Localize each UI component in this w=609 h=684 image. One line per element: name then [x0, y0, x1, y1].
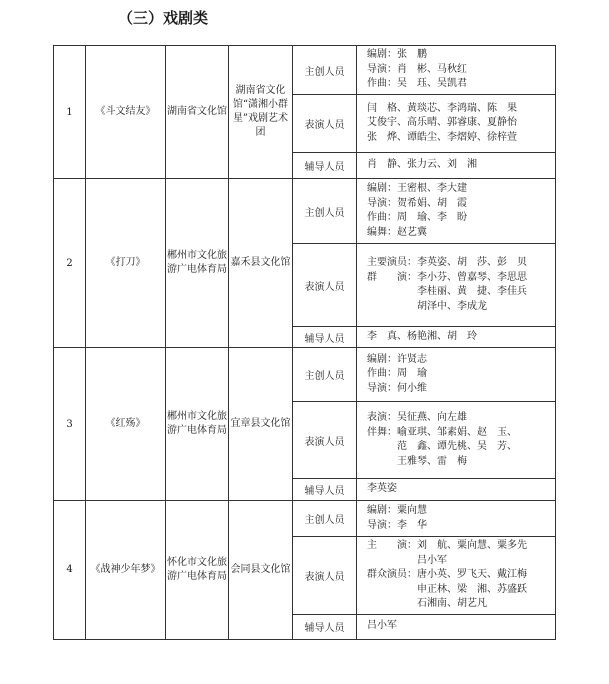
table-row	[54, 46, 556, 95]
personnel-line: 李英姿	[367, 483, 397, 495]
personnel-line: 编剧：王密根、李大建	[367, 183, 467, 194]
personnel-line: 作曲：吴 珏、吴凯君	[367, 78, 467, 90]
personnel-cell	[357, 402, 556, 479]
role-label-cell: 主创人员	[293, 46, 357, 95]
role-label-cell: 表演人员	[293, 402, 357, 479]
personnel-line: 导演：贺希娟、胡 霞	[367, 197, 467, 209]
personnel-line: 表演：吴征燕、向左雄	[367, 412, 467, 423]
personnel-cell	[357, 537, 556, 615]
personnel-line: 肖 静、张力云、刘 湘	[367, 159, 477, 171]
table-row	[54, 348, 556, 402]
performing-unit-cell: 宜章县文化馆	[229, 348, 293, 501]
personnel-cell	[357, 348, 556, 402]
personnel-cell	[357, 179, 556, 244]
personnel-cell	[357, 479, 556, 501]
role-label-cell: 主创人员	[293, 501, 357, 537]
recommending-unit-cell: 郴州市文化旅游广电体育局	[166, 179, 229, 348]
performing-unit-cell: 湖南省文化馆“潇湘小群星”戏剧艺术团	[229, 46, 293, 179]
role-label-cell: 表演人员	[293, 95, 357, 153]
personnel-cell	[357, 153, 556, 179]
program-name-cell: 《战神少年梦》	[86, 501, 166, 640]
personnel-cell	[357, 95, 556, 153]
personnel-line: 导演：何小维	[367, 382, 427, 394]
role-label-cell: 主创人员	[293, 348, 357, 402]
index-cell: 4	[54, 501, 86, 640]
personnel-line: 胡泽中、李成龙	[367, 300, 487, 312]
personnel-line: 吕小军	[367, 620, 397, 632]
personnel-line: 作曲：周 瑜	[367, 368, 427, 380]
personnel-line: 范 鑫、谭先桃、吴 芳、	[367, 441, 517, 452]
index-cell: 1	[54, 46, 86, 179]
section-title: （三）戏剧类	[118, 9, 209, 27]
role-label-cell: 表演人员	[293, 244, 357, 327]
index-cell: 3	[54, 348, 86, 501]
personnel-line: 主要演员：李英姿、胡 莎、彭 贝	[367, 257, 527, 268]
program-name-cell: 《红殇》	[86, 348, 166, 501]
personnel-line: 作曲：周 瑜、李 盼	[367, 212, 467, 223]
role-label-cell: 辅导人员	[293, 327, 357, 348]
personnel-line: 编剧：粟向慧	[367, 505, 427, 516]
personnel-cell	[357, 327, 556, 348]
performing-unit-cell: 嘉禾县文化馆	[229, 179, 293, 348]
personnel-line: 编舞：赵艺冀	[367, 226, 427, 238]
personnel-line: 吕小军	[367, 554, 447, 566]
personnel-line: 群众演员：唐小英、罗飞天、戴江梅	[367, 569, 527, 580]
role-label-cell: 主创人员	[293, 179, 357, 244]
personnel-cell	[357, 244, 556, 327]
recommending-unit-cell: 湖南省文化馆	[166, 46, 229, 179]
recommending-unit-cell: 郴州市文化旅游广电体育局	[166, 348, 229, 501]
role-label-cell: 辅导人员	[293, 614, 357, 639]
personnel-line: 群 演：李小芬、曾嘉琴、李思思	[367, 271, 527, 283]
role-label-cell: 辅导人员	[293, 153, 357, 179]
personnel-line: 主 演：刘 航、粟向慧、粟多先	[367, 540, 527, 551]
personnel-line: 导演：肖 彬、马秋红	[367, 63, 467, 75]
personnel-cell	[357, 46, 556, 95]
personnel-line: 石湘南、胡艺凡	[367, 598, 487, 609]
personnel-cell	[357, 614, 556, 639]
personnel-line: 艾俊宇、高乐晴、郭睿康、夏静怡	[367, 117, 517, 129]
drama-awards-table	[53, 45, 556, 640]
personnel-line: 王雅琴、雷 梅	[367, 455, 467, 467]
recommending-unit-cell: 怀化市文化旅游广电体育局	[166, 501, 229, 640]
personnel-line: 申正林、梁 湘、苏盛跃	[367, 583, 527, 595]
table-row	[54, 501, 556, 537]
personnel-line: 李桂丽、黄 捷、李佳兵	[367, 286, 527, 297]
personnel-line: 导演：李 华	[367, 519, 427, 531]
table-row	[54, 179, 556, 244]
program-name-cell: 《斗文结友》	[86, 46, 166, 179]
personnel-line: 伴舞：喻亚琪、邹素娟、赵 玉、	[367, 426, 517, 438]
personnel-line: 编剧：张 鹏	[367, 49, 427, 61]
performing-unit-cell: 会同县文化馆	[229, 501, 293, 640]
personnel-line: 张 烨、谭皓尘、李熠婷、徐梓萱	[367, 131, 517, 143]
role-label-cell: 辅导人员	[293, 479, 357, 501]
index-cell: 2	[54, 179, 86, 348]
personnel-cell	[357, 501, 556, 537]
personnel-line: 李 真、杨艳湘、胡 玲	[367, 330, 477, 342]
program-name-cell: 《打刀》	[86, 179, 166, 348]
personnel-line: 编剧：许贤志	[367, 353, 427, 365]
personnel-line: 闫 格、黄琰芯、李鸿瑞、陈 果	[367, 102, 517, 114]
role-label-cell: 表演人员	[293, 537, 357, 615]
